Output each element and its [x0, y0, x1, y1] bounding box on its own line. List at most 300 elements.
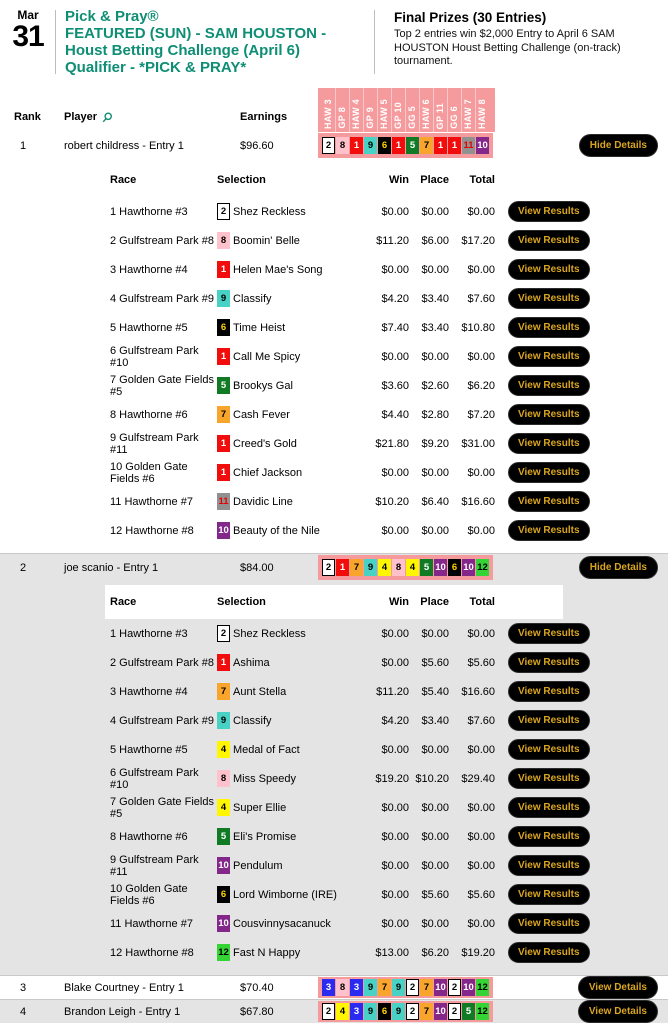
race-total-amount: $0.00 [467, 743, 495, 756]
race-name: 8 Hawthorne #6 [110, 830, 188, 843]
race-win-amount: $4.20 [381, 292, 409, 305]
saddle-cloth-chip-4: 4 [217, 799, 230, 816]
race-win-amount: $0.00 [381, 888, 409, 901]
race-win-amount: $0.00 [381, 656, 409, 669]
race-selection [217, 435, 365, 452]
race-win-amount: $0.00 [381, 350, 409, 363]
saddle-cloth-chip-7: 7 [420, 979, 433, 996]
leaderboard-entries [0, 132, 668, 1023]
race-place-amount: $0.00 [421, 350, 449, 363]
race-total-amount: $17.20 [461, 234, 495, 247]
entry-summary-row [0, 976, 668, 999]
race-selection [217, 232, 365, 249]
view-results-button[interactable]: View Results [508, 404, 590, 425]
race-header-label: GP 10 [393, 102, 403, 129]
race-header-label: HAW 7 [463, 98, 473, 129]
saddle-cloth-chip-10: 10 [217, 857, 230, 874]
column-header-rank: Rank [14, 111, 41, 123]
horse-name: Call Me Spicy [233, 350, 301, 363]
saddle-cloth-chip-10: 10 [434, 979, 447, 996]
header-divider [374, 10, 375, 74]
race-header-label: HAW 8 [477, 98, 487, 129]
race-total-amount: $6.20 [467, 379, 495, 392]
saddle-cloth-chip-9: 9 [364, 137, 377, 154]
saddle-cloth-chip-1: 1 [336, 559, 349, 576]
race-selection [217, 493, 365, 510]
race-total-amount: $0.00 [467, 801, 495, 814]
saddle-cloth-chip-11: 11 [462, 137, 475, 154]
picks-strip [318, 977, 493, 998]
race-total-amount: $5.60 [467, 656, 495, 669]
entry-earnings: $70.40 [240, 981, 274, 994]
tournament-brand: Pick & Pray® [65, 8, 159, 25]
race-name: 8 Hawthorne #6 [110, 408, 188, 421]
race-place-amount: $2.80 [421, 408, 449, 421]
race-selection [217, 944, 365, 961]
entry-player-name: Blake Courtney - Entry 1 [64, 981, 184, 994]
race-place-amount: $3.40 [421, 321, 449, 334]
tournament-title [65, 8, 365, 76]
race-result-row [105, 619, 668, 648]
race-header-column [322, 88, 336, 132]
saddle-cloth-chip-12: 12 [476, 559, 489, 576]
detail-column-race: Race [110, 174, 137, 186]
horse-name: Shez Reckless [233, 205, 306, 218]
race-result-row [105, 909, 668, 938]
race-total-amount: $0.00 [467, 830, 495, 843]
race-result-row [105, 793, 668, 822]
race-header-column [448, 88, 462, 132]
detail-header-row [105, 585, 563, 619]
race-result-row [105, 226, 668, 255]
race-name: 10 Golden Gate Fields #6 [110, 882, 188, 907]
saddle-cloth-chip-10: 10 [476, 137, 489, 154]
race-selection [217, 464, 365, 481]
entry-detail [0, 581, 668, 975]
search-icon[interactable] [102, 112, 113, 123]
leaderboard-entry [0, 553, 668, 975]
race-place-amount: $0.00 [421, 859, 449, 872]
horse-name: Shez Reckless [233, 627, 306, 640]
view-results-button[interactable]: View Results [508, 623, 590, 644]
detail-column-selection: Selection [217, 174, 266, 186]
detail-column-win: Win [388, 174, 409, 186]
race-selection [217, 406, 365, 423]
horse-name: Chief Jackson [233, 466, 303, 479]
race-result-row [105, 516, 668, 545]
race-header-label: GP 8 [337, 107, 347, 129]
view-results-button[interactable]: View Results [508, 491, 590, 512]
detail-header-row [105, 163, 563, 197]
horse-name: Classify [233, 714, 272, 727]
event-day: 31 [12, 20, 44, 53]
saddle-cloth-chip-8: 8 [217, 232, 230, 249]
saddle-cloth-chip-12: 12 [476, 1003, 489, 1020]
view-results-button[interactable]: View Results [508, 739, 590, 760]
race-win-amount: $11.20 [376, 234, 409, 247]
horse-name: Miss Speedy [233, 772, 296, 785]
race-header-label: GG 6 [449, 106, 459, 129]
race-place-amount: $5.60 [421, 656, 449, 669]
race-selection [217, 522, 365, 539]
saddle-cloth-chip-9: 9 [217, 290, 230, 307]
race-win-amount: $0.00 [381, 524, 409, 537]
race-header-column [378, 88, 392, 132]
toggle-details-button[interactable]: Hide Details [579, 134, 658, 157]
saddle-cloth-chip-3: 3 [322, 979, 335, 996]
saddle-cloth-chip-2: 2 [448, 1003, 461, 1020]
column-header-earnings: Earnings [240, 111, 288, 123]
horse-name: Fast N Happy [233, 946, 301, 959]
saddle-cloth-chip-6: 6 [217, 886, 230, 903]
detail-column-place: Place [420, 596, 449, 608]
race-name: 4 Gulfstream Park #9 [110, 292, 214, 305]
race-name: 12 Hawthorne #8 [110, 946, 194, 959]
race-place-amount: $3.40 [421, 714, 449, 727]
race-total-amount: $31.00 [461, 437, 495, 450]
race-selection [217, 828, 365, 845]
race-result-row [105, 371, 668, 400]
race-result-row [105, 735, 668, 764]
race-total-amount: $0.00 [467, 524, 495, 537]
race-total-amount: $7.20 [467, 408, 495, 421]
view-results-button[interactable]: View Results [508, 710, 590, 731]
horse-name: Creed's Gold [233, 437, 297, 450]
race-result-rows [105, 619, 668, 967]
race-selection [217, 857, 365, 874]
view-results-button[interactable]: View Results [508, 317, 590, 338]
race-name: 9 Gulfstream Park #11 [110, 853, 199, 878]
race-name: 12 Hawthorne #8 [110, 524, 194, 537]
saddle-cloth-chip-1: 1 [350, 137, 363, 154]
leaderboard-entry [0, 132, 668, 553]
race-name: 2 Gulfstream Park #8 [110, 656, 214, 669]
saddle-cloth-chip-1: 1 [217, 435, 230, 452]
race-total-amount: $5.60 [467, 888, 495, 901]
race-place-amount: $0.00 [421, 743, 449, 756]
race-place-amount: $0.00 [421, 205, 449, 218]
saddle-cloth-chip-12: 12 [217, 944, 230, 961]
race-name: 5 Hawthorne #5 [110, 743, 188, 756]
race-selection [217, 741, 365, 758]
race-win-amount: $0.00 [381, 830, 409, 843]
race-win-amount: $0.00 [381, 627, 409, 640]
view-results-button[interactable]: View Results [508, 259, 590, 280]
race-place-amount: $0.00 [421, 917, 449, 930]
detail-column-race: Race [110, 596, 137, 608]
race-name: 1 Hawthorne #3 [110, 627, 188, 640]
race-header-strip [318, 88, 495, 132]
entry-summary-row [0, 132, 668, 159]
race-total-amount: $16.60 [461, 685, 495, 698]
race-place-amount: $2.60 [421, 379, 449, 392]
saddle-cloth-chip-2: 2 [217, 203, 230, 220]
saddle-cloth-chip-2: 2 [322, 1003, 335, 1020]
race-name: 1 Hawthorne #3 [110, 205, 188, 218]
saddle-cloth-chip-2: 2 [406, 1003, 419, 1020]
entry-detail [0, 159, 668, 553]
race-selection [217, 712, 365, 729]
saddle-cloth-chip-10: 10 [462, 559, 475, 576]
race-place-amount: $0.00 [421, 524, 449, 537]
view-results-button[interactable]: View Results [508, 855, 590, 876]
race-selection [217, 654, 365, 671]
detail-column-selection: Selection [217, 596, 266, 608]
race-name: 2 Gulfstream Park #8 [110, 234, 214, 247]
detail-column-place: Place [420, 174, 449, 186]
horse-name: Aunt Stella [233, 685, 287, 698]
race-selection [217, 261, 365, 278]
race-win-amount: $13.00 [375, 946, 409, 959]
saddle-cloth-chip-8: 8 [217, 770, 230, 787]
race-name: 6 Gulfstream Park #10 [110, 344, 199, 369]
entry-rank: 2 [20, 561, 27, 574]
event-date [10, 8, 46, 52]
race-result-row [105, 648, 668, 677]
view-results-button[interactable]: View Results [508, 768, 590, 789]
race-result-row [105, 284, 668, 313]
horse-name: Ashima [233, 656, 270, 669]
saddle-cloth-chip-7: 7 [378, 979, 391, 996]
saddle-cloth-chip-11: 11 [217, 493, 230, 510]
saddle-cloth-chip-2: 2 [322, 559, 335, 576]
saddle-cloth-chip-9: 9 [217, 712, 230, 729]
race-name: 9 Gulfstream Park #11 [110, 431, 199, 456]
entry-rank: 3 [20, 981, 27, 994]
tournament-name: FEATURED (SUN) - SAM HOUSTON - Houst Betting Challenge (April 6) Qualifier - *PICK & PRAY* [65, 25, 327, 76]
race-header-column [336, 88, 350, 132]
toggle-details-button[interactable]: Hide Details [579, 556, 658, 579]
race-place-amount: $6.40 [421, 495, 449, 508]
horse-name: Boomin' Belle [233, 234, 300, 247]
saddle-cloth-chip-10: 10 [434, 559, 447, 576]
header-divider [55, 10, 56, 74]
view-results-button[interactable]: View Results [508, 346, 590, 367]
horse-name: Time Heist [233, 321, 286, 334]
race-win-amount: $21.80 [375, 437, 409, 450]
race-header-label: HAW 5 [379, 98, 389, 129]
saddle-cloth-chip-3: 3 [350, 1003, 363, 1020]
race-selection [217, 683, 365, 700]
saddle-cloth-chip-6: 6 [217, 319, 230, 336]
horse-name: Eli's Promise [233, 830, 297, 843]
race-name: 7 Golden Gate Fields #5 [110, 373, 214, 398]
saddle-cloth-chip-5: 5 [420, 559, 433, 576]
toggle-details-button[interactable]: View Details [578, 1000, 658, 1023]
race-selection [217, 377, 365, 394]
saddle-cloth-chip-3: 3 [350, 979, 363, 996]
saddle-cloth-chip-1: 1 [448, 137, 461, 154]
final-prizes-panel [384, 8, 668, 69]
saddle-cloth-chip-1: 1 [392, 137, 405, 154]
saddle-cloth-chip-7: 7 [217, 406, 230, 423]
horse-name: Super Ellie [233, 801, 287, 814]
horse-name: Brookys Gal [233, 379, 293, 392]
race-header-column [476, 88, 490, 132]
race-result-row [105, 255, 668, 284]
race-total-amount: $16.60 [461, 495, 495, 508]
race-name: 6 Gulfstream Park #10 [110, 766, 199, 791]
saddle-cloth-chip-6: 6 [378, 137, 391, 154]
view-results-button[interactable]: View Results [508, 375, 590, 396]
race-place-amount: $0.00 [421, 627, 449, 640]
race-selection [217, 203, 365, 220]
view-results-button[interactable]: View Results [508, 652, 590, 673]
race-result-row [105, 677, 668, 706]
race-total-amount: $0.00 [467, 350, 495, 363]
saddle-cloth-chip-12: 12 [476, 979, 489, 996]
horse-name: Pendulum [233, 859, 283, 872]
saddle-cloth-chip-9: 9 [364, 979, 377, 996]
race-total-amount: $7.60 [467, 714, 495, 727]
saddle-cloth-chip-1: 1 [217, 464, 230, 481]
race-win-amount: $0.00 [381, 466, 409, 479]
race-result-row [105, 429, 668, 458]
race-result-rows [105, 197, 668, 545]
view-results-button[interactable]: View Results [508, 826, 590, 847]
race-header-column [406, 88, 420, 132]
race-win-amount: $3.60 [381, 379, 409, 392]
saddle-cloth-chip-7: 7 [217, 683, 230, 700]
race-win-amount: $11.20 [376, 685, 409, 698]
race-header-label: HAW 3 [323, 98, 333, 129]
race-header-column [434, 88, 448, 132]
race-win-amount: $19.20 [375, 772, 409, 785]
column-header-player-label: Player [64, 111, 98, 123]
detail-column-win: Win [388, 596, 409, 608]
horse-name: Cash Fever [233, 408, 290, 421]
race-selection [217, 290, 365, 307]
final-prizes-description: Top 2 entries win $2,000 Entry to April 6 SAM HOUSTON Houst Betting Challenge (on-track) tournament. [394, 28, 621, 67]
race-place-amount: $5.60 [421, 888, 449, 901]
entry-summary-row [0, 1000, 668, 1023]
race-name: 3 Hawthorne #4 [110, 685, 188, 698]
race-place-amount: $6.00 [421, 234, 449, 247]
race-place-amount: $0.00 [421, 830, 449, 843]
race-total-amount: $29.40 [461, 772, 495, 785]
saddle-cloth-chip-6: 6 [448, 559, 461, 576]
race-selection [217, 886, 365, 903]
race-total-amount: $0.00 [467, 466, 495, 479]
tournament-header [0, 0, 668, 82]
race-place-amount: $10.20 [415, 772, 449, 785]
saddle-cloth-chip-1: 1 [217, 654, 230, 671]
column-header-player [55, 111, 240, 132]
race-total-amount: $0.00 [467, 205, 495, 218]
picks-strip [318, 1001, 493, 1022]
race-total-amount: $19.20 [461, 946, 495, 959]
horse-name: Davidic Line [233, 495, 293, 508]
toggle-details-button[interactable]: View Details [578, 976, 658, 999]
saddle-cloth-chip-1: 1 [217, 261, 230, 278]
race-win-amount: $4.40 [381, 408, 409, 421]
race-result-row [105, 313, 668, 342]
race-name: 7 Golden Gate Fields #5 [110, 795, 214, 820]
race-total-amount: $10.80 [461, 321, 495, 334]
leaderboard-header-row [0, 88, 668, 132]
race-selection [217, 799, 365, 816]
race-win-amount: $0.00 [381, 917, 409, 930]
view-results-button[interactable]: View Results [508, 797, 590, 818]
race-name: 5 Hawthorne #5 [110, 321, 188, 334]
horse-name: Helen Mae's Song [233, 263, 323, 276]
race-result-row [105, 851, 668, 880]
view-results-button[interactable]: View Results [508, 201, 590, 222]
saddle-cloth-chip-7: 7 [420, 1003, 433, 1020]
horse-name: Classify [233, 292, 272, 305]
race-result-row [105, 458, 668, 487]
view-results-button[interactable]: View Results [508, 520, 590, 541]
entry-earnings: $67.80 [240, 1005, 274, 1018]
race-name: 4 Gulfstream Park #9 [110, 714, 214, 727]
saddle-cloth-chip-1: 1 [217, 348, 230, 365]
race-name: 11 Hawthorne #7 [110, 917, 193, 930]
race-win-amount: $10.20 [375, 495, 409, 508]
race-name: 11 Hawthorne #7 [110, 495, 193, 508]
race-place-amount: $0.00 [421, 466, 449, 479]
race-result-row [105, 764, 668, 793]
race-result-row [105, 938, 668, 967]
saddle-cloth-chip-9: 9 [364, 559, 377, 576]
race-header-label: HAW 6 [421, 98, 431, 129]
race-win-amount: $0.00 [381, 743, 409, 756]
entry-rank: 1 [20, 139, 27, 152]
race-selection [217, 915, 365, 932]
saddle-cloth-chip-8: 8 [336, 137, 349, 154]
saddle-cloth-chip-10: 10 [462, 979, 475, 996]
view-results-button[interactable]: View Results [508, 288, 590, 309]
race-place-amount: $0.00 [421, 801, 449, 814]
view-results-button[interactable]: View Results [508, 942, 590, 963]
race-header-label: HAW 4 [351, 98, 361, 129]
view-results-button[interactable]: View Results [508, 462, 590, 483]
saddle-cloth-chip-2: 2 [217, 625, 230, 642]
race-header-column [350, 88, 364, 132]
race-header-column [420, 88, 434, 132]
view-results-button[interactable]: View Results [508, 884, 590, 905]
saddle-cloth-chip-4: 4 [406, 559, 419, 576]
entry-summary-row [0, 554, 668, 581]
entry-earnings: $96.60 [240, 139, 274, 152]
race-selection [217, 625, 365, 642]
saddle-cloth-chip-5: 5 [217, 377, 230, 394]
saddle-cloth-chip-7: 7 [420, 137, 433, 154]
race-total-amount: $7.60 [467, 292, 495, 305]
entry-rank: 4 [20, 1005, 27, 1018]
saddle-cloth-chip-6: 6 [378, 1003, 391, 1020]
race-header-column [462, 88, 476, 132]
view-results-button[interactable]: View Results [508, 913, 590, 934]
view-results-button[interactable]: View Results [508, 230, 590, 251]
race-selection [217, 770, 365, 787]
entry-earnings: $84.00 [240, 561, 274, 574]
picks-strip [318, 555, 493, 580]
saddle-cloth-chip-5: 5 [406, 137, 419, 154]
final-prizes-title: Final Prizes (30 Entries) [394, 10, 547, 25]
race-win-amount: $0.00 [381, 205, 409, 218]
saddle-cloth-chip-7: 7 [350, 559, 363, 576]
detail-column-total: Total [469, 596, 495, 608]
race-name: 3 Hawthorne #4 [110, 263, 188, 276]
race-result-row [105, 880, 668, 909]
race-header-column [364, 88, 378, 132]
view-results-button[interactable]: View Results [508, 433, 590, 454]
race-selection [217, 319, 365, 336]
entry-player-name: Brandon Leigh - Entry 1 [64, 1005, 181, 1018]
entry-player-name: joe scanio - Entry 1 [64, 561, 159, 574]
view-results-button[interactable]: View Results [508, 681, 590, 702]
saddle-cloth-chip-2: 2 [406, 979, 419, 996]
